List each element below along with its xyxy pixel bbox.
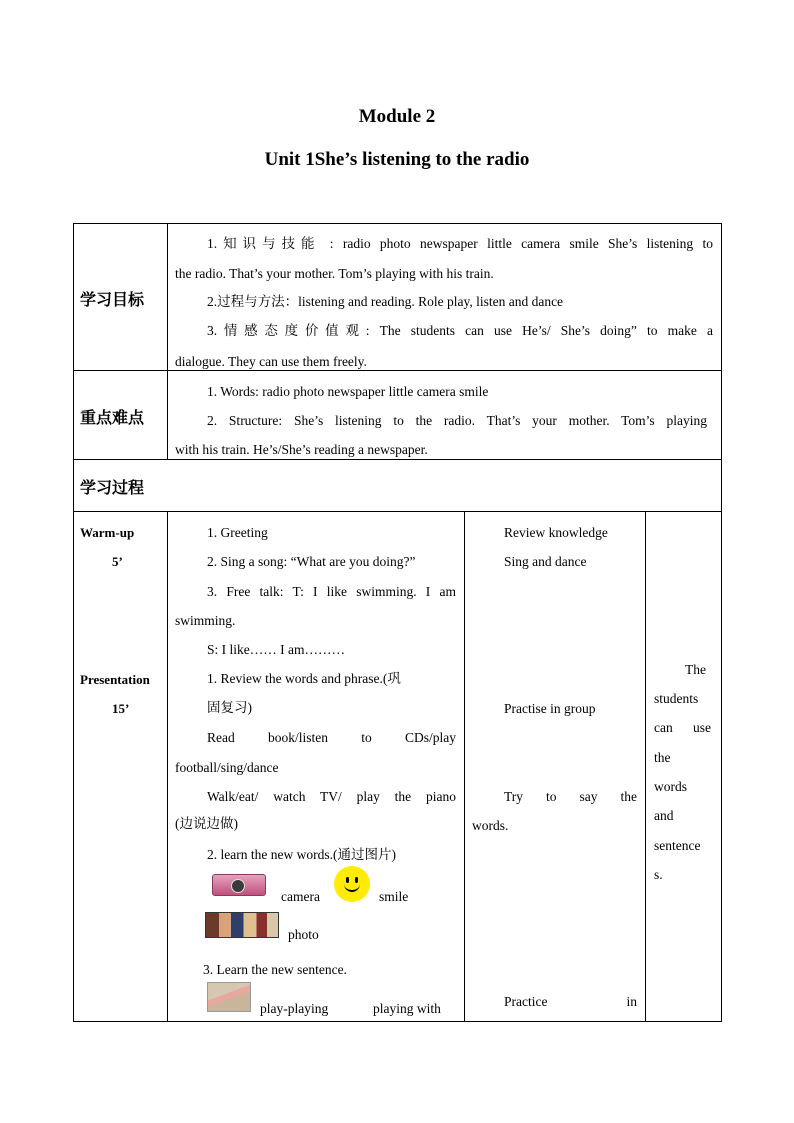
camera-picture — [212, 874, 266, 896]
teacher-line: Walk/eat/ watch TV/ play the piano — [207, 789, 456, 804]
purpose-line: and — [654, 808, 674, 823]
teacher-line: play-playing — [260, 1001, 329, 1016]
teacher-line: Read book/listen to CDs/play — [207, 730, 456, 745]
teacher-line: 2. Sing a song: “What are you doing?” — [207, 554, 416, 569]
col-divider — [167, 223, 168, 370]
teacher-line: 1. Greeting — [207, 525, 268, 540]
purpose-line: sentence — [654, 838, 701, 853]
teacher-line: 2. learn the new words.(通过图片) — [207, 847, 396, 862]
module-title: Module 2 — [358, 106, 436, 127]
stage-time-warmup: 5’ — [112, 554, 123, 569]
purpose-line: the — [654, 750, 671, 765]
teacher-line: 3. Learn the new sentence. — [203, 962, 347, 977]
purpose-line: The — [685, 662, 706, 677]
smiley-picture — [334, 866, 370, 902]
word-camera: camera — [281, 889, 320, 904]
teacher-line: 1. Review the words and phrase.(巩 — [207, 671, 401, 686]
teacher-line: S: I like…… I am……… — [207, 642, 345, 657]
stage-name-warmup: Warm-up — [80, 525, 135, 540]
unit-title: Unit 1She’s listening to the radio — [264, 149, 530, 170]
purpose-line: can use — [654, 720, 711, 735]
purpose-line: s. — [654, 867, 663, 882]
row-divider — [73, 370, 722, 371]
student-line: words. — [472, 818, 509, 833]
teacher-line: (边说边做) — [175, 816, 238, 831]
col-divider — [645, 511, 646, 1022]
stage-name-presentation: Presentation — [80, 672, 150, 687]
teacher-line: swimming. — [175, 613, 236, 628]
teacher-line: 3. Free talk: T: I like swimming. I am — [207, 584, 456, 599]
student-line: Review knowledge — [504, 525, 608, 540]
objective-line: dialogue. They can use them freely. — [175, 354, 367, 369]
key-point-line: 2. Structure: She’s listening to the radio. That’s your mother. Tom’s playing — [207, 413, 707, 428]
key-points-label: 重点难点 — [80, 408, 145, 427]
col-divider — [464, 511, 465, 1022]
objective-line: 1.知识与技能 : radio photo newspaper little camera smile She’s listening to — [207, 236, 713, 251]
stage-time-presentation: 15’ — [112, 701, 130, 716]
purpose-line: words — [654, 779, 687, 794]
row-divider — [73, 459, 722, 460]
process-label: 学习过程 — [80, 478, 145, 497]
row-divider — [73, 511, 722, 512]
word-smile: smile — [379, 889, 409, 904]
objective-line: the radio. That’s your mother. Tom’s playing with his train. — [175, 266, 494, 281]
student-line: Practise in group — [504, 701, 596, 716]
teacher-line: football/sing/dance — [175, 760, 279, 775]
col-divider — [167, 511, 168, 1022]
col-divider — [167, 370, 168, 459]
playing-picture — [207, 982, 251, 1012]
word-photo: photo — [288, 927, 319, 942]
photo-picture — [205, 912, 279, 938]
teacher-line: playing with — [373, 1001, 441, 1016]
key-point-line: with his train. He’s/She’s reading a newspaper. — [175, 442, 428, 457]
objective-line: 3.情感态度价值观: The students can use He’s/ She’s doing” to make a — [207, 323, 713, 338]
objectives-label: 学习目标 — [80, 290, 145, 309]
student-line: Try to say the — [504, 789, 637, 804]
student-line: Practice in — [504, 994, 637, 1009]
student-line: Sing and dance — [504, 554, 587, 569]
key-point-line: 1. Words: radio photo newspaper little camera smile — [207, 384, 489, 399]
purpose-line: students — [654, 691, 699, 706]
objective-line: 2.过程与方法：listening and reading. Role play, listen and dance — [207, 294, 564, 309]
teacher-line: 固复习) — [207, 700, 252, 715]
